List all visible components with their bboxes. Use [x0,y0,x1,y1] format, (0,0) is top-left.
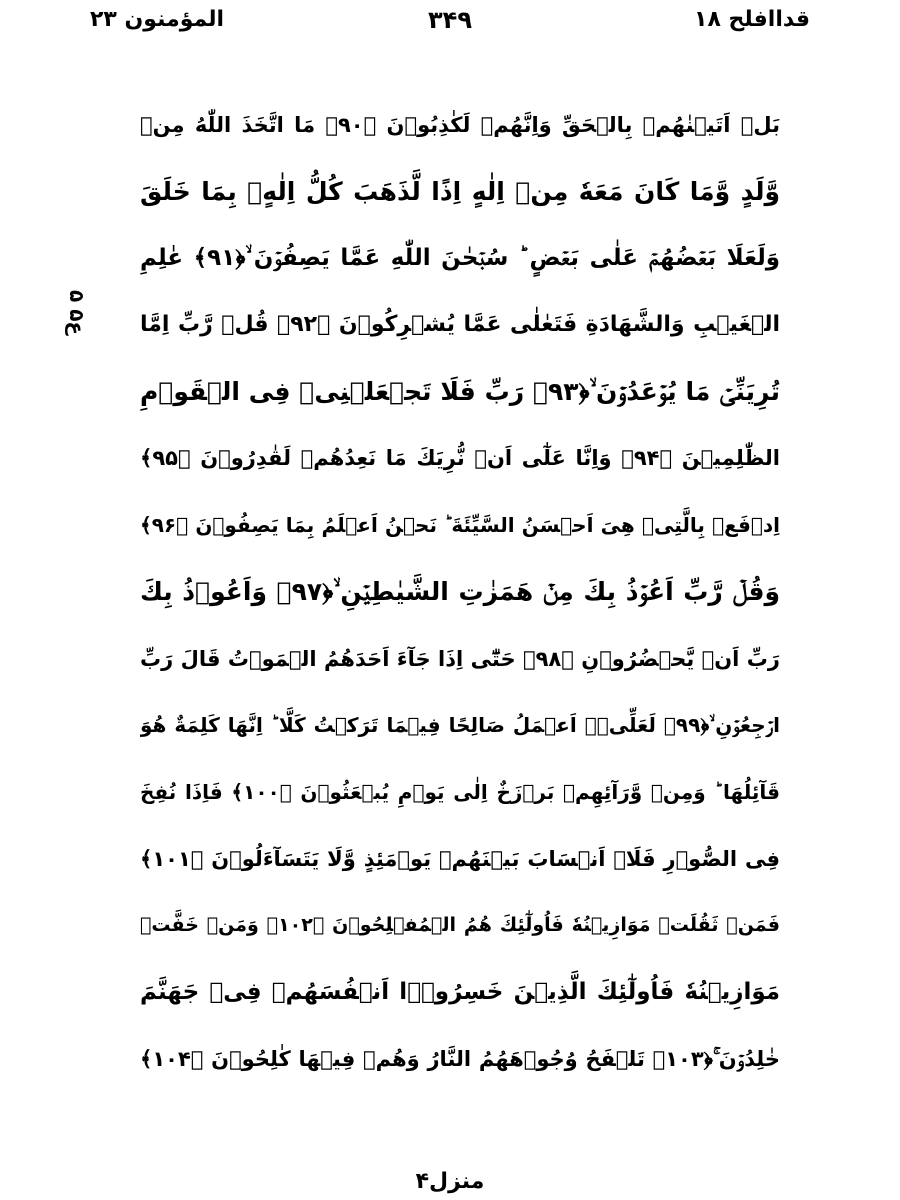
text-line: رَبِّ اَنۡ يَّحۡضُرُوۡنِ ﴿۹۸﴾ حَتّٰٓى اِذَا جَآءَ اَحَدَهُمُ الۡمَوۡتُ قَالَ رَبِّ [140,646,780,671]
text-line: تُرِيَنِّىۡ مَا يُوۡعَدُوۡنَ ۙ﴿۹۳﴾ رَبِّ فَلَا تَجۡعَلۡنِىۡ فِى الۡقَوۡمِ [140,376,780,406]
text-line: قَآئِلُهَا ؕ وَمِنۡ وَّرَآئِهِمۡ بَرۡزَخٌ اِلٰى يَوۡمِ يُبۡعَثُوۡنَ ﴿۱۰۰﴾ فَاِذَا نُفِخَ [140,779,780,804]
para-label: قداافلح ۱۸ [694,7,810,32]
text-line: وَقُلۡ رَّبِّ اَعُوۡذُ بِكَ مِنۡ هَمَزٰتِ الشَّيٰطِيۡنِ ۙ﴿۹۷﴾ وَاَعُوۡذُ بِكَ [140,576,780,606]
text-line: فِى الصُّوۡرِ فَلَاۤ اَنۡسَابَ بَيۡنَهُمۡ يَوۡمَئِذٍ وَّلَا يَتَسَآءَلُوۡنَ ﴿۱۰۱﴾ [140,846,780,871]
text-line: ارۡجِعُوۡنِ ۙ﴿۹۹﴾ لَعَلِّىۡۤ اَعۡمَلُ صَالِحًا فِيۡمَا تَرَكۡتُ كَلَّا ؕ اِنَّهَا كَلِمَةٌ هُوَ [140,713,780,738]
page-header [0,2,900,42]
text-line: وَلَعَلَا بَعۡضُهُمۡ عَلٰى بَعۡضٍ ؕ سُبۡحٰنَ اللّٰهِ عَمَّا يَصِفُوۡنَ ۙ﴿۹۱﴾ عٰلِمِ [140,245,780,272]
ruku-marker: ع۵ ۵ [65,290,89,336]
manzil-label: منزل۴ [415,1169,485,1194]
text-line: بَلۡ اَتَيۡنٰهُمۡ بِالۡحَقِّ وَاِنَّهُمۡ لَكٰذِبُوۡنَ ﴿۹۰﴾ مَا اتَّخَذَ اللّٰهُ مِنۡ [140,113,780,137]
text-line: الۡغَيۡبِ وَالشَّهَادَةِ فَتَعٰلٰى عَمَّا يُشۡرِكُوۡنَ ﴿۹۲﴾ قُلۡ رَّبِّ اِمَّا [140,312,780,338]
page-number: ۳۴۹ [428,6,472,34]
quran-text-block [140,92,780,1092]
surah-label: المؤمنون ۲۳ [90,7,225,32]
text-line: اِدۡفَعۡ بِالَّتِىۡ هِىَ اَحۡسَنُ السَّيِّئَةَ ؕ نَحۡنُ اَعۡلَمُ بِمَا يَصِفُوۡنَ ﴿۹۶﴾ [140,513,780,538]
text-line: خٰلِدُوۡنَ ۚ﴿۱۰۳﴾ تَلۡفَحُ وُجُوۡهَهُمُ النَّارُ وَهُمۡ فِيۡهَا كٰلِحُوۡنَ ﴿۱۰۴﴾ [140,1046,780,1071]
text-line: مَوَازِيۡنُهٗ فَاُولٰٓئِكَ الَّذِيۡنَ خَسِرُوۡۤا اَنۡفُسَهُمۡ فِىۡ جَهَنَّمَ [140,978,780,1005]
text-line: فَمَنۡ ثَقُلَتۡ مَوَازِيۡنُهٗ فَاُولٰٓئِكَ هُمُ الۡمُفۡلِحُوۡنَ ﴿۱۰۲﴾ وَمَنۡ خَفَّتۡ [140,914,780,937]
text-line: وَّلَدٍ وَّمَا كَانَ مَعَهٗ مِنۡ اِلٰهٍ اِذًا لَّذَهَبَ كُلُّ اِلٰهٍۢ بِمَا خَلَقَ [140,176,780,206]
page-footer [0,1169,900,1194]
text-line: الظّٰلِمِيۡنَ ﴿۹۴﴾ وَاِنَّا عَلٰٓى اَنۡ نُّرِيَكَ مَا نَعِدُهُمۡ لَقٰدِرُوۡنَ ﴿۹۵﴾ [140,446,780,471]
